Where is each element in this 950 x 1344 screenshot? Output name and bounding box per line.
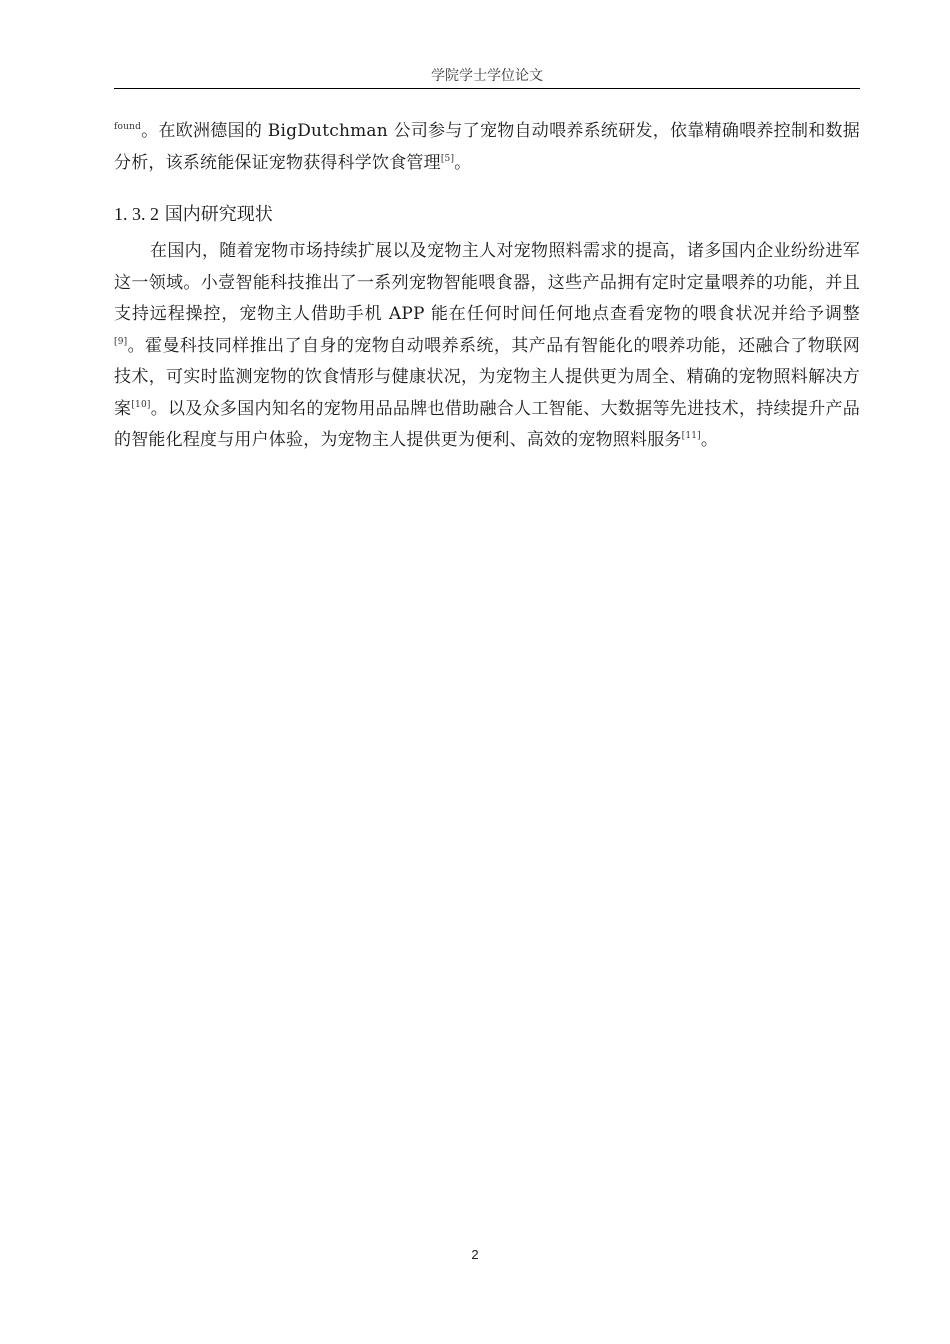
citation-ref: [11] [681,431,701,441]
fragment-found: found [114,122,142,132]
paragraph-text: 。 [700,430,719,450]
section-number: 1. 3. 2 [114,204,159,224]
paragraph-text: 。霍曼科技同样推出了自身的宠物自动喂养系统，其产品有智能化的喂养功能，还融合了物联网技术，可实时监测宠物的饮食情形与健康状况，为宠物主人提供更为周全、精确的宠物照料解决方案 [114,335,860,419]
citation-ref: [5] [440,153,455,164]
running-header: 学院学士学位论文 [431,68,543,84]
citation-ref: [10] [131,399,151,410]
page-content [114,116,860,457]
section-title: 国内研究现状 [164,204,273,225]
citation-ref: [9] [114,336,128,347]
header-rule [114,88,860,89]
page-number: 2 [471,1247,479,1262]
continued-paragraph [114,116,860,179]
paragraph-text: 。以及众多国内知名的宠物用品品牌也借助融合人工智能、大数据等先进技术，持续提升产品的智能化程度与用户体验，为宠物主人提供更为便利、高效的宠物照料服务 [114,398,861,450]
paragraph-text: 在国内，随着宠物市场持续扩展以及宠物主人对宠物照料需求的提高，诸多国内企业纷纷进军这一领域。小壹智能科技推出了一系列宠物智能喂食器，这些产品拥有定时定量喂养的功能，并且支持远程操控，宠物主人借助手机 APP 能在任何时间任何地点查看宠物的喂食状况并给予调整 [114,241,860,324]
section-heading [114,201,860,228]
body-paragraph [114,236,860,457]
paragraph-text: 。 [454,152,472,173]
paragraph-text: 。在欧洲德国的 BigDutchman 公司参与了宠物自动喂养系统研发，依靠精确喂养控制和数据分析，该系统能保证宠物获得科学饮食管理 [114,121,860,173]
